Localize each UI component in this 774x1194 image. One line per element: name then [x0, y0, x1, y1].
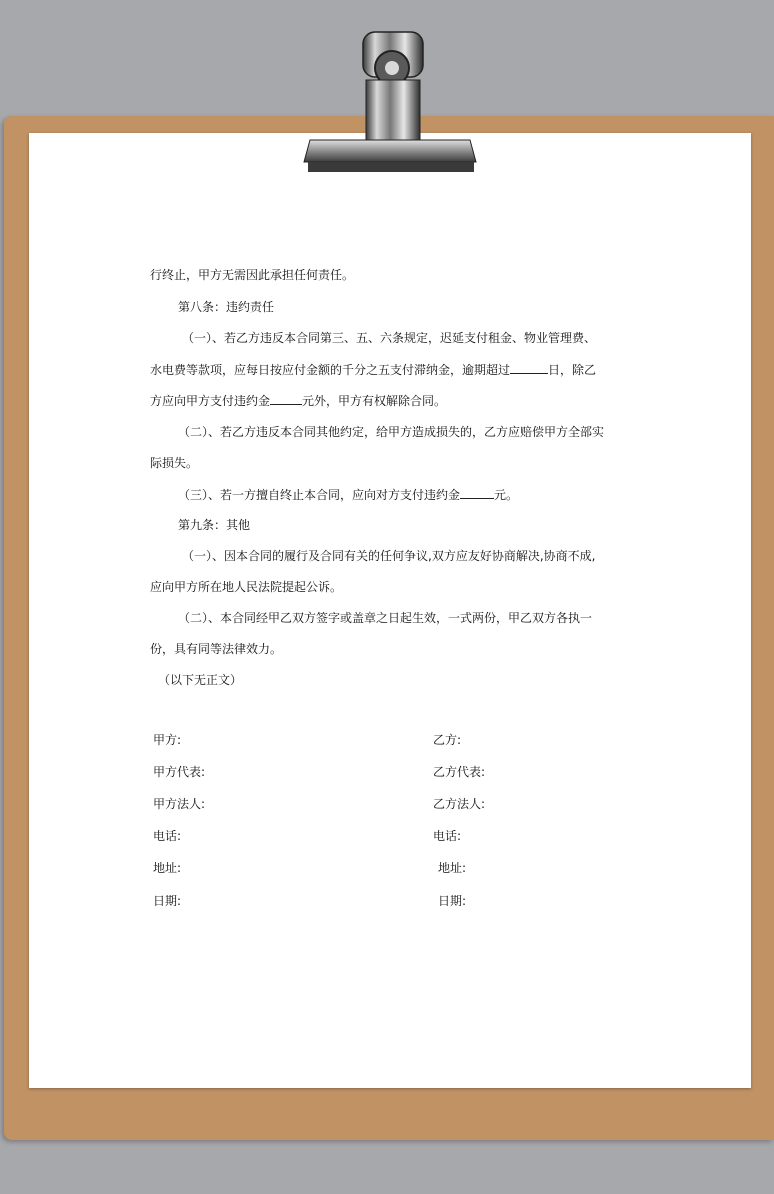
text-segment: 水电费等款项，应每日按应付金额的千分之五支付滞纳金，逾期超过: [150, 363, 511, 377]
paragraph-line: （二）、本合同经甲乙双方签字或盖章之日起生效，一式两份，甲乙双方各执一: [178, 611, 593, 625]
text-segment: 元外，甲方有权解除合同。: [302, 394, 447, 408]
paragraph-line: （一）、若乙方违反本合同第三、五、六条规定，迟延支付租金、物业管理费、: [182, 331, 597, 345]
paragraph-line: [150, 487, 648, 502]
paragraph-line: 应向甲方所在地人民法院提起公诉。: [150, 580, 343, 594]
paragraph-line: [150, 393, 620, 408]
article-9-heading: 第九条：其他: [178, 518, 251, 532]
party-b-legal-person: 乙方法人:: [433, 797, 486, 811]
paragraph-line: （一）、因本合同的履行及合同有关的任何争议,双方应友好协商解决,协商不成,: [182, 549, 596, 563]
party-b-date: 日期:: [438, 894, 467, 908]
party-a-legal-person: 甲方法人:: [153, 797, 206, 811]
article-8-heading: 第八条：违约责任: [178, 300, 275, 314]
text-segment: 元。: [494, 488, 519, 502]
paragraph-line: 际损失。: [150, 456, 199, 470]
party-a-date: 日期:: [153, 894, 182, 908]
text-segment: 日，除乙: [548, 363, 597, 377]
party-a-representative: 甲方代表:: [153, 765, 206, 779]
text-segment: 方应向甲方支付违约金: [150, 394, 271, 408]
party-b-address: 地址:: [438, 861, 467, 875]
party-a-label: 甲方:: [153, 733, 182, 747]
paragraph-line: 行终止，甲方无需因此承担任何责任。: [150, 268, 355, 282]
paragraph-line: [150, 362, 620, 377]
paragraph-line: 份，具有同等法律效力。: [150, 642, 283, 656]
fill-blank: [460, 487, 494, 499]
party-b-label: 乙方:: [433, 733, 462, 747]
fill-blank: [510, 362, 548, 374]
party-a-address: 地址:: [153, 861, 182, 875]
text-segment: （三）、若一方擅自终止本合同，应向对方支付违约金: [178, 488, 461, 502]
no-more-text-note: （以下无正文）: [158, 673, 243, 687]
paragraph-line: （二）、若乙方违反本合同其他约定，给甲方造成损失的，乙方应赔偿甲方全部实: [178, 425, 605, 439]
fill-blank: [270, 393, 302, 405]
binder-clip-icon: [300, 22, 480, 182]
party-b-representative: 乙方代表:: [433, 765, 486, 779]
party-a-phone: 电话:: [153, 829, 182, 843]
party-b-phone: 电话:: [433, 829, 462, 843]
